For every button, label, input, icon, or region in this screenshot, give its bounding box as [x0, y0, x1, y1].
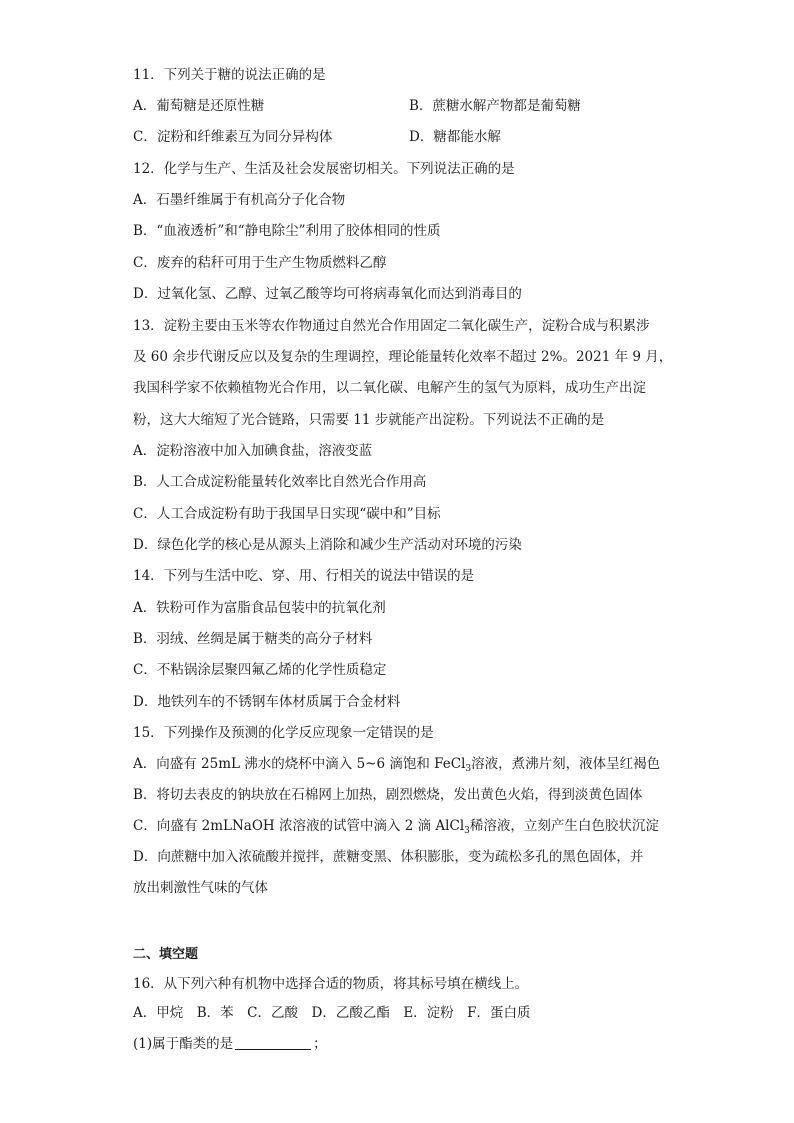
q12-option-a: A．石墨纤维属于有机高分子化合物 — [133, 192, 346, 208]
q13-stem-line2: 及 60 余步代谢反应以及复杂的生理调控，理论能量转化效率不超过 2%。2021 年 9 月， — [133, 349, 673, 365]
q13-option-a: A．淀粉溶液中加入加碘食盐，溶液变蓝 — [133, 443, 373, 459]
q13-option-b: B．人工合成淀粉能量转化效率比自然光合作用高 — [133, 474, 427, 490]
q13-option-d: D．绿色化学的核心是从源头上消除和减少生产活动对环境的污染 — [133, 537, 522, 553]
q12-option-c: C．废弃的秸秆可用于生产生物质燃料乙醇 — [133, 255, 387, 271]
q15-stem: 15．下列操作及预测的化学反应现象一定错误的是 — [133, 725, 434, 741]
q15-option-a: A．向盛有 25mL 沸水的烧杯中滴入 5~6 滴饱和 FeCl$_3$溶液，煮沸片刻，液体呈红褐色 — [133, 756, 661, 774]
q12-option-d: D．过氧化氢、乙醇、过氧乙酸等均可将病毒氧化而达到消毒目的 — [133, 286, 522, 302]
q11-option-d: D．糖都能水解 — [409, 129, 501, 145]
q11-stem: 11．下列关于糖的说法正确的是 — [133, 67, 326, 83]
q14-option-c: C．不粘锅涂层聚四氟乙烯的化学性质稳定 — [133, 662, 387, 678]
q15-option-c: C．向盛有 2mLNaOH 浓溶液的试管中滴入 2 滴 AlCl$_3$稀溶液，立刻产生白色胶状沉淀 — [133, 818, 659, 836]
q16-stem: 16．从下列六种有机物中选择合适的物质，将其标号填在横线上。 — [133, 976, 529, 992]
q12-stem: 12．化学与生产、生活及社会发展密切相关。下列说法正确的是 — [133, 161, 515, 177]
q13-stem-line1: 13．淀粉主要由玉米等农作物通过自然光合作用固定二氧化碳生产，淀粉合成与积累涉 — [133, 318, 650, 334]
q14-option-d: D．地铁列车的不锈钢车体材质属于合金材料 — [133, 694, 401, 710]
q16-part1: (1)属于酯类的是 ； — [133, 1036, 327, 1052]
q11-options-row1 — [133, 96, 581, 116]
section-title: 二、填空题 — [133, 947, 199, 962]
q11-option-c: C．淀粉和纤维素互为同分异构体 — [133, 129, 333, 145]
q11-option-a: A．葡萄糖是还原性糖 — [133, 98, 265, 114]
q11-option-b: B．蔗糖水解产物都是葡萄糖 — [409, 98, 581, 114]
q15-option-b: B．将切去表皮的钠块放在石棉网上加热，剧烈燃烧，发出黄色火焰，得到淡黄色固体 — [133, 787, 643, 803]
q14-option-a: A．铁粉可作为富脂食品包装中的抗氧化剂 — [133, 600, 386, 616]
q13-stem-line3: 我国科学家不依赖植物光合作用，以二氧化碳、电解产生的氢气为原料，成功生产出淀 — [133, 380, 646, 396]
answer-blank[interactable] — [235, 1035, 311, 1050]
q13-stem-line4: 粉，这大大缩短了光合链路，只需要 11 步就能产出淀粉。下列说法不正确的是 — [133, 412, 605, 428]
q13-option-c: C．人工合成淀粉有助于我国早日实现“碳中和”目标 — [133, 506, 441, 522]
q15-option-d-line2: 放出刺激性气味的气体 — [133, 880, 268, 896]
q12-option-b: B．“血液透析”和“静电除尘”利用了胶体相同的性质 — [133, 223, 441, 239]
q16-part1-label: (1)属于酯类的是 — [133, 1036, 234, 1052]
q14-option-b: B．羽绒、丝绸是属于糖类的高分子材料 — [133, 631, 373, 647]
q14-stem: 14．下列与生活中吃、穿、用、行相关的说法中错误的是 — [133, 568, 475, 584]
q16-options: A．甲烷 B．苯 C．乙酸 D．乙酸乙酯 E．淀粉 F．蛋白质 — [133, 1005, 531, 1021]
q11-options-row2 — [133, 127, 501, 147]
q15-option-d-line1: D．向蔗糖中加入浓硫酸并搅拌，蔗糖变黑、体积膨胀，变为疏松多孔的黑色固体，并 — [133, 849, 644, 865]
